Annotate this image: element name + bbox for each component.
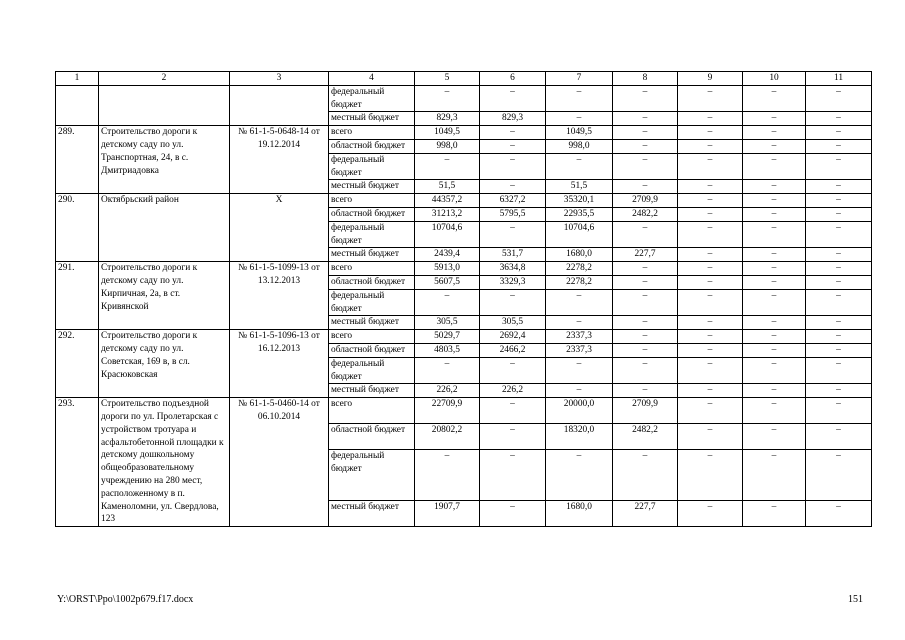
amount-cell: – — [743, 275, 806, 289]
amount-cell: – — [480, 126, 546, 140]
amount-cell: – — [806, 398, 872, 424]
amount-cell: 35320,1 — [546, 194, 613, 208]
amount-cell: – — [546, 112, 613, 126]
amount-cell: – — [743, 221, 806, 248]
amount-cell: – — [613, 139, 678, 153]
amount-cell: 22709,9 — [415, 398, 480, 424]
amount-cell: – — [806, 316, 872, 330]
table-row — [56, 194, 872, 208]
amount-cell: – — [678, 275, 743, 289]
amount-cell: 2337,3 — [546, 330, 613, 344]
amount-cell: – — [678, 398, 743, 424]
amount-cell: – — [743, 85, 806, 112]
amount-cell: 227,7 — [613, 500, 678, 526]
amount-cell: – — [806, 112, 872, 126]
table-row — [56, 398, 872, 424]
object-name — [99, 85, 230, 125]
footer-page-number: 151 — [848, 594, 863, 605]
column-number: 11 — [806, 72, 872, 86]
funding-source: областной бюджет — [329, 424, 415, 450]
column-number: 7 — [546, 72, 613, 86]
funding-source: областной бюджет — [329, 139, 415, 153]
row-number: 293. — [56, 398, 99, 527]
amount-cell: – — [678, 153, 743, 180]
amount-cell: – — [546, 316, 613, 330]
amount-cell: – — [743, 207, 806, 221]
amount-cell: 5913,0 — [415, 262, 480, 276]
funding-source: федеральный бюджет — [329, 450, 415, 500]
amount-cell: – — [678, 500, 743, 526]
amount-cell: – — [806, 424, 872, 450]
amount-cell: – — [806, 248, 872, 262]
amount-cell: 2709,9 — [613, 398, 678, 424]
amount-cell: – — [613, 330, 678, 344]
amount-cell: 22935,5 — [546, 207, 613, 221]
funding-source: всего — [329, 262, 415, 276]
amount-cell: – — [743, 357, 806, 384]
row-number: 289. — [56, 126, 99, 194]
document-ref: № 61-1-5-0460-14 от 06.10.2014 — [230, 398, 329, 527]
amount-cell: – — [743, 316, 806, 330]
amount-cell: – — [678, 139, 743, 153]
header-row — [56, 72, 872, 86]
amount-cell: – — [743, 289, 806, 316]
row-number: 291. — [56, 262, 99, 330]
amount-cell: 2466,2 — [480, 343, 546, 357]
amount-cell: – — [678, 289, 743, 316]
row-number: 292. — [56, 330, 99, 398]
amount-cell: – — [806, 330, 872, 344]
amount-cell: – — [806, 221, 872, 248]
amount-cell: – — [613, 450, 678, 500]
amount-cell: – — [613, 153, 678, 180]
amount-cell: – — [743, 153, 806, 180]
amount-cell: – — [415, 450, 480, 500]
column-number: 4 — [329, 72, 415, 86]
amount-cell: 18320,0 — [546, 424, 613, 450]
amount-cell: – — [806, 139, 872, 153]
funding-source: всего — [329, 194, 415, 208]
amount-cell: 4803,5 — [415, 343, 480, 357]
amount-cell: – — [743, 398, 806, 424]
amount-cell: – — [480, 289, 546, 316]
funding-source: местный бюджет — [329, 112, 415, 126]
amount-cell: – — [546, 289, 613, 316]
amount-cell: – — [806, 275, 872, 289]
funding-source: федеральный бюджет — [329, 221, 415, 248]
amount-cell: – — [480, 153, 546, 180]
amount-cell: – — [806, 343, 872, 357]
funding-source: местный бюджет — [329, 248, 415, 262]
amount-cell: – — [678, 424, 743, 450]
document-ref: Х — [230, 194, 329, 262]
amount-cell: 226,2 — [415, 384, 480, 398]
amount-cell: 226,2 — [480, 384, 546, 398]
amount-cell: 998,0 — [546, 139, 613, 153]
amount-cell: – — [743, 180, 806, 194]
amount-cell: – — [806, 384, 872, 398]
amount-cell: – — [480, 357, 546, 384]
amount-cell: – — [743, 112, 806, 126]
amount-cell: – — [743, 262, 806, 276]
amount-cell: – — [678, 221, 743, 248]
amount-cell: – — [678, 450, 743, 500]
amount-cell: 2692,4 — [480, 330, 546, 344]
amount-cell: – — [806, 153, 872, 180]
amount-cell: – — [613, 126, 678, 140]
amount-cell: – — [678, 262, 743, 276]
amount-cell: 20000,0 — [546, 398, 613, 424]
object-name: Октябрьский район — [99, 194, 230, 262]
column-number: 1 — [56, 72, 99, 86]
amount-cell: – — [613, 180, 678, 194]
amount-cell: 5029,7 — [415, 330, 480, 344]
amount-cell: – — [678, 384, 743, 398]
document-ref: № 61-1-5-1099-13 от 13.12.2013 — [230, 262, 329, 330]
amount-cell: – — [613, 289, 678, 316]
amount-cell: – — [806, 85, 872, 112]
amount-cell: – — [806, 262, 872, 276]
amount-cell: – — [415, 153, 480, 180]
amount-cell: 5607,5 — [415, 275, 480, 289]
amount-cell: – — [546, 357, 613, 384]
amount-cell: – — [613, 262, 678, 276]
column-number: 10 — [743, 72, 806, 86]
amount-cell: 44357,2 — [415, 194, 480, 208]
amount-cell: 51,5 — [415, 180, 480, 194]
amount-cell: – — [678, 112, 743, 126]
amount-cell: – — [546, 450, 613, 500]
object-name: Строительство подъездной дороги по ул. Пролетарская с устройством тротуара и асфальтобетонной площадки к детскому дошкольному общеобразовательному учреждению на 280 мест, расположенному в п. Каменоломни, ул. Свердлова, 123 — [99, 398, 230, 527]
amount-cell: – — [743, 424, 806, 450]
funding-source: областной бюджет — [329, 207, 415, 221]
amount-cell: 3634,8 — [480, 262, 546, 276]
amount-cell: – — [743, 343, 806, 357]
amount-cell: – — [480, 500, 546, 526]
amount-cell: – — [480, 221, 546, 248]
amount-cell: – — [415, 357, 480, 384]
amount-cell: – — [613, 85, 678, 112]
funding-source: федеральный бюджет — [329, 153, 415, 180]
funding-source: областной бюджет — [329, 275, 415, 289]
table-row — [56, 330, 872, 344]
document-ref — [230, 85, 329, 125]
amount-cell: – — [806, 126, 872, 140]
amount-cell: 2439,4 — [415, 248, 480, 262]
amount-cell: 829,3 — [480, 112, 546, 126]
column-number: 2 — [99, 72, 230, 86]
amount-cell: 2278,2 — [546, 275, 613, 289]
column-number: 3 — [230, 72, 329, 86]
amount-cell: – — [743, 500, 806, 526]
amount-cell: 531,7 — [480, 248, 546, 262]
amount-cell: – — [613, 275, 678, 289]
funding-source: федеральный бюджет — [329, 289, 415, 316]
amount-cell: – — [480, 85, 546, 112]
amount-cell: 6327,2 — [480, 194, 546, 208]
amount-cell: – — [613, 384, 678, 398]
amount-cell: – — [678, 126, 743, 140]
amount-cell: – — [806, 500, 872, 526]
amount-cell: 1049,5 — [546, 126, 613, 140]
amount-cell: 5795,5 — [480, 207, 546, 221]
amount-cell: 31213,2 — [415, 207, 480, 221]
amount-cell: – — [743, 126, 806, 140]
column-number: 6 — [480, 72, 546, 86]
amount-cell: – — [743, 330, 806, 344]
amount-cell: – — [678, 330, 743, 344]
amount-cell: – — [613, 112, 678, 126]
funding-source: местный бюджет — [329, 500, 415, 526]
amount-cell: – — [546, 384, 613, 398]
row-number — [56, 85, 99, 125]
column-number: 5 — [415, 72, 480, 86]
amount-cell: 305,5 — [480, 316, 546, 330]
amount-cell: 227,7 — [613, 248, 678, 262]
amount-cell: – — [806, 180, 872, 194]
object-name: Строительство дороги к детскому саду по ул. Транспортная, 24, в с. Дмитриадовка — [99, 126, 230, 194]
amount-cell: – — [480, 139, 546, 153]
table-row — [56, 126, 872, 140]
funding-source: всего — [329, 398, 415, 424]
amount-cell: – — [678, 85, 743, 112]
object-name: Строительство дороги к детскому саду по ул. Советская, 169 в, в сл. Красюковская — [99, 330, 230, 398]
amount-cell: – — [613, 316, 678, 330]
budget-table — [55, 71, 872, 527]
amount-cell: – — [743, 248, 806, 262]
funding-source: федеральный бюджет — [329, 85, 415, 112]
table-row — [56, 262, 872, 276]
document-ref: № 61-1-5-1096-13 от 16.12.2013 — [230, 330, 329, 398]
funding-source: местный бюджет — [329, 316, 415, 330]
amount-cell: – — [613, 343, 678, 357]
amount-cell: – — [480, 180, 546, 194]
amount-cell: – — [678, 316, 743, 330]
amount-cell: – — [678, 207, 743, 221]
amount-cell: – — [743, 139, 806, 153]
funding-source: местный бюджет — [329, 384, 415, 398]
amount-cell: 3329,3 — [480, 275, 546, 289]
amount-cell: 1680,0 — [546, 500, 613, 526]
amount-cell: – — [613, 221, 678, 248]
column-number: 8 — [613, 72, 678, 86]
row-number: 290. — [56, 194, 99, 262]
amount-cell: – — [678, 180, 743, 194]
table-row — [56, 85, 872, 112]
amount-cell: 10704,6 — [546, 221, 613, 248]
document-ref: № 61-1-5-0648-14 от 19.12.2014 — [230, 126, 329, 194]
amount-cell: 829,3 — [415, 112, 480, 126]
amount-cell: – — [806, 289, 872, 316]
amount-cell: – — [546, 85, 613, 112]
amount-cell: – — [415, 85, 480, 112]
amount-cell: – — [743, 450, 806, 500]
amount-cell: – — [806, 207, 872, 221]
amount-cell: 2337,3 — [546, 343, 613, 357]
amount-cell: – — [480, 398, 546, 424]
amount-cell: 2482,2 — [613, 207, 678, 221]
amount-cell: – — [480, 450, 546, 500]
amount-cell: 2278,2 — [546, 262, 613, 276]
amount-cell: – — [806, 450, 872, 500]
amount-cell: – — [480, 424, 546, 450]
amount-cell: – — [806, 194, 872, 208]
amount-cell: 2709,9 — [613, 194, 678, 208]
amount-cell: 1680,0 — [546, 248, 613, 262]
amount-cell: 20802,2 — [415, 424, 480, 450]
amount-cell: – — [546, 153, 613, 180]
amount-cell: – — [678, 343, 743, 357]
funding-source: областной бюджет — [329, 343, 415, 357]
amount-cell: – — [743, 194, 806, 208]
amount-cell: 1049,5 — [415, 126, 480, 140]
amount-cell: 1907,7 — [415, 500, 480, 526]
amount-cell: – — [613, 357, 678, 384]
amount-cell: – — [678, 357, 743, 384]
amount-cell: – — [678, 194, 743, 208]
funding-source: всего — [329, 330, 415, 344]
amount-cell: – — [743, 384, 806, 398]
funding-source: местный бюджет — [329, 180, 415, 194]
column-number: 9 — [678, 72, 743, 86]
amount-cell: – — [806, 357, 872, 384]
amount-cell: 10704,6 — [415, 221, 480, 248]
amount-cell: 2482,2 — [613, 424, 678, 450]
amount-cell: 305,5 — [415, 316, 480, 330]
amount-cell: – — [415, 289, 480, 316]
amount-cell: – — [678, 248, 743, 262]
funding-source: федеральный бюджет — [329, 357, 415, 384]
footer-file-path: Y:\ORST\Ppo\1002p679.f17.docx — [57, 594, 194, 605]
object-name: Строительство дороги к детскому саду по ул. Кирпичная, 2а, в ст. Кривянской — [99, 262, 230, 330]
funding-source: всего — [329, 126, 415, 140]
amount-cell: 51,5 — [546, 180, 613, 194]
amount-cell: 998,0 — [415, 139, 480, 153]
